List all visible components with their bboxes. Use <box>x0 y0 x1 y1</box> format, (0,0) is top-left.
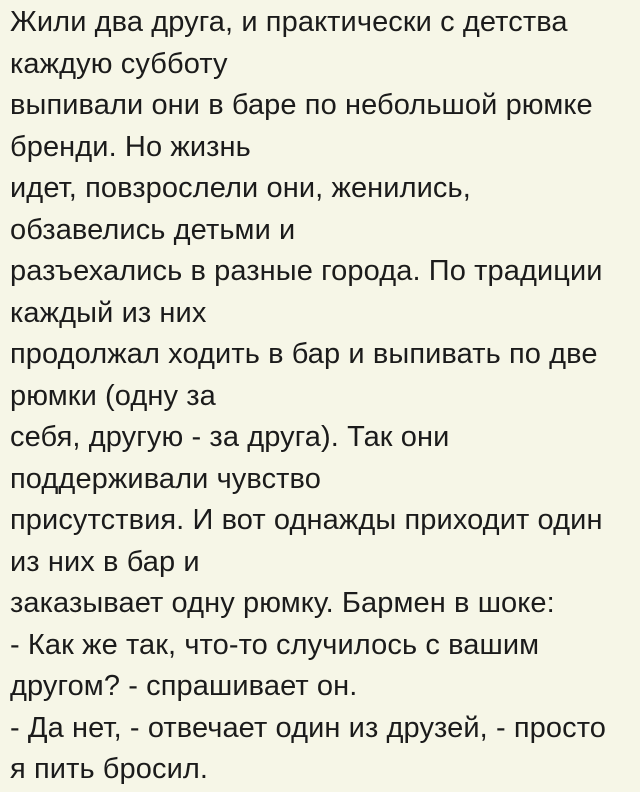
story-line: каждый из них <box>10 296 207 329</box>
story-line: поддерживали чувство <box>10 462 321 495</box>
story-line: - Как же так, что-то случилось с вашим <box>10 628 540 661</box>
story-line: другом? - спрашивает он. <box>10 670 358 702</box>
story-line: себя, другую - за друга). Так они <box>10 421 450 453</box>
story-line: продолжал ходить в бар и выпивать по две <box>10 338 598 370</box>
story-line: обзавелись детьми и <box>10 213 296 246</box>
story-line: разъехались в разные города. По традиции <box>10 255 603 287</box>
story-line: идет, повзрослели они, женились, <box>10 172 471 204</box>
story-line: присутствия. И вот однажды приходит один <box>10 504 603 536</box>
story-line: каждую субботу <box>10 47 228 80</box>
story-line: Жили два друга, и практически с детства <box>10 6 568 38</box>
story-line: из них в бар и <box>10 545 200 578</box>
story-line: - Да нет, - отвечает один из друзей, - просто <box>10 711 607 744</box>
story-line: бренди. Но жизнь <box>10 130 251 163</box>
story-line: выпивали они в баре по небольшой рюмке <box>10 89 593 121</box>
story-line: заказывает одну рюмку. Бармен в шоке: <box>10 587 555 619</box>
story-line: я пить бросил. <box>10 753 209 785</box>
story-line: рюмки (одну за <box>10 379 216 412</box>
